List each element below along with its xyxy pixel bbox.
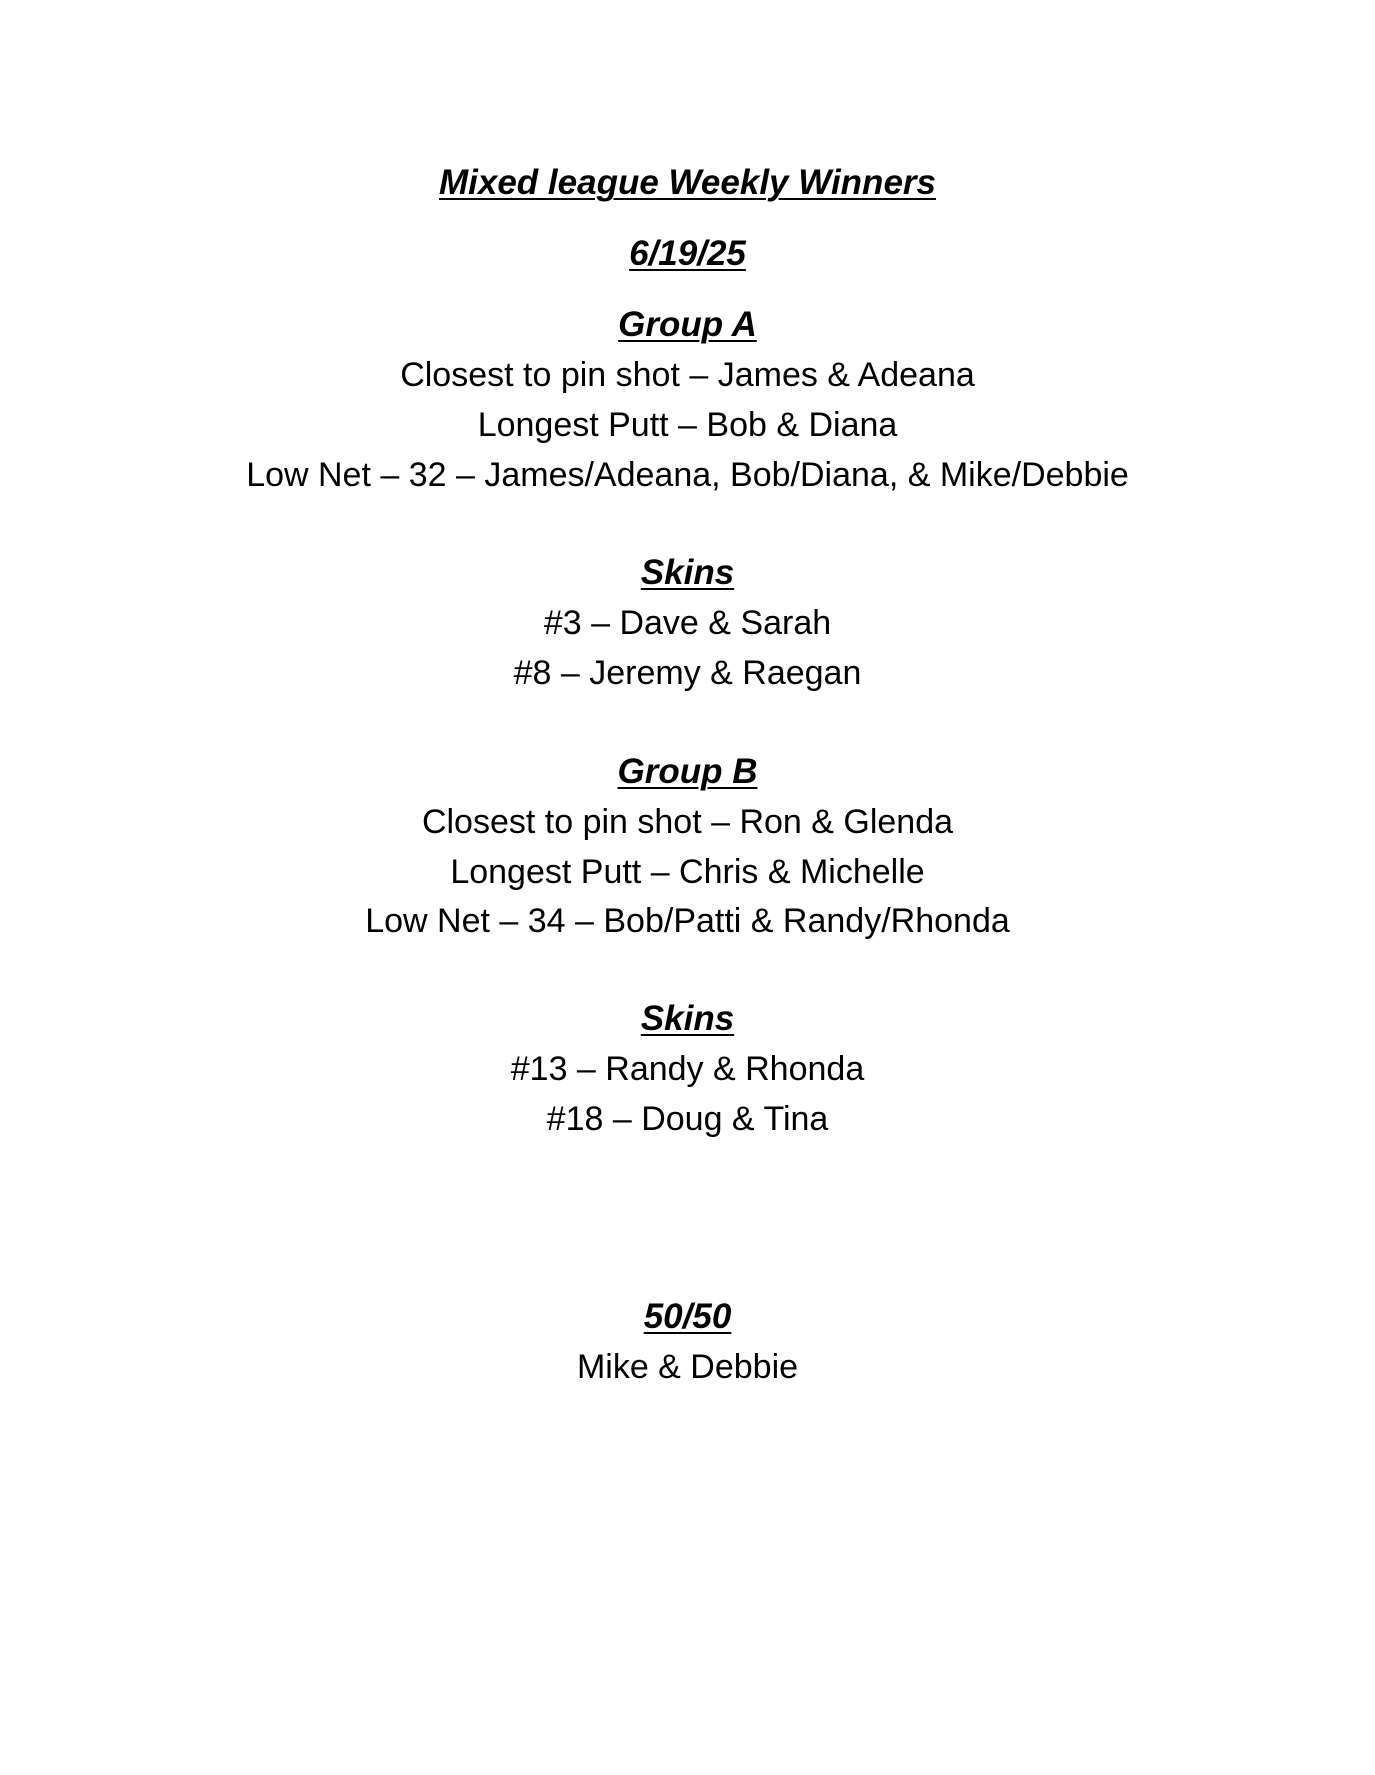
group-b-skins-heading: Skins xyxy=(640,999,735,1038)
group-a-heading: Group A xyxy=(618,305,757,344)
group-b-skin-item: #13 – Randy & Rhonda xyxy=(510,1050,865,1088)
fifty-fifty-heading: 50/50 xyxy=(643,1297,732,1336)
document-title: Mixed league Weekly Winners xyxy=(439,163,936,202)
group-b-longest-putt: Longest Putt – Chris & Michelle xyxy=(450,853,925,891)
group-b-closest-to-pin: Closest to pin shot – Ron & Glenda xyxy=(421,803,954,841)
fifty-fifty-winner: Mike & Debbie xyxy=(576,1348,799,1386)
group-a-closest-to-pin: Closest to pin shot – James & Adeana xyxy=(400,356,975,394)
group-b-skin-item: #18 – Doug & Tina xyxy=(546,1100,829,1138)
group-a-longest-putt: Longest Putt – Bob & Diana xyxy=(477,406,898,444)
group-a-skin-item: #3 – Dave & Sarah xyxy=(543,604,832,642)
group-b-heading: Group B xyxy=(617,752,758,791)
group-a-skins-heading: Skins xyxy=(640,553,735,592)
group-b-low-net: Low Net – 34 – Bob/Patti & Randy/Rhonda xyxy=(365,902,1010,940)
group-a-low-net: Low Net – 32 – James/Adeana, Bob/Diana, & Mike/Debbie xyxy=(246,456,1129,494)
group-a-skin-item: #8 – Jeremy & Raegan xyxy=(513,654,862,692)
document-date: 6/19/25 xyxy=(629,234,746,273)
